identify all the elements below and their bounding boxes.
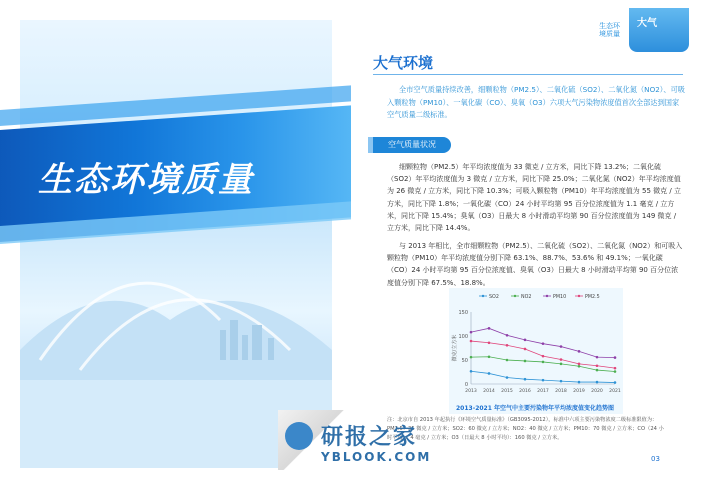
data-point	[506, 359, 509, 362]
data-point	[506, 376, 509, 379]
legend-marker	[514, 295, 516, 297]
chapter-badge	[629, 8, 689, 52]
x-tick-label: 2021	[609, 389, 621, 394]
right-page	[351, 0, 702, 477]
intro-paragraph: 全市空气质量持续改善，细颗粒物（PM2.5）、二氧化硫（SO2）、二氧化氮（NO2）、可吸入颗粒物（PM10）、一氧化碳（CO）、臭氧（O3）六项大气污染物浓度值首次全部达到国家空气质量二级标准。	[387, 85, 685, 119]
watermark-subtitle: YBLOOK.COM	[321, 450, 432, 464]
cover-title: 生态环境质量	[38, 160, 254, 200]
data-point	[578, 381, 581, 384]
data-point	[596, 364, 599, 367]
page-number: 03	[651, 455, 660, 463]
data-point	[488, 341, 491, 344]
data-point	[596, 369, 599, 372]
chapter-tab-small: 生态环境质量	[599, 22, 620, 38]
legend-label: PM2.5	[585, 295, 600, 300]
data-point	[614, 367, 617, 370]
chapter-tab	[599, 8, 689, 52]
chapter-badge-label: 大气	[637, 18, 657, 29]
y-tick-label: 50	[461, 358, 468, 364]
page-title: 大气环境	[373, 54, 434, 72]
data-point	[524, 348, 527, 351]
data-point	[524, 378, 527, 381]
data-point	[524, 339, 527, 342]
x-tick-label: 2015	[501, 389, 513, 394]
legend-label: PM10	[553, 295, 567, 300]
cover-photo	[20, 20, 332, 468]
series-line	[471, 357, 615, 372]
data-point	[560, 363, 563, 366]
data-point	[506, 344, 509, 347]
x-tick-label: 2016	[519, 389, 531, 394]
data-point	[488, 327, 491, 330]
data-point	[506, 334, 509, 337]
x-tick-label: 2014	[483, 389, 495, 394]
cityscape-illustration	[20, 20, 332, 468]
title-divider	[373, 74, 683, 75]
data-point	[614, 356, 617, 359]
data-point	[488, 372, 491, 375]
y-tick-label: 0	[464, 382, 468, 388]
data-point	[614, 370, 617, 373]
paragraph-comparison: 与 2013 年相比，全市细颗粒物（PM2.5）、二氧化硫（SO2）、二氧化氮（NO2）和可吸入颗粒物（PM10）年平均浓度值分别下降 63.1%、88.7%、53.6% 和 49.1%；一氧化碳（CO）24 小时平均第 95 百分位浓度值、臭氧（O3）日最大 8 小时滑动平均第 90 百分位浓度值分别下降 67.5%、18.8%。	[387, 242, 683, 287]
data-point	[488, 355, 491, 358]
legend-marker	[546, 295, 548, 297]
y-tick-label: 100	[458, 334, 468, 340]
data-point	[470, 356, 473, 359]
chart-panel	[449, 288, 623, 414]
data-point	[542, 342, 545, 345]
series-line	[471, 341, 615, 368]
chart-title: 2013-2021 年空气中主要污染物年平均浓度值变化趋势图	[456, 405, 614, 412]
x-tick-label: 2013	[465, 389, 477, 394]
legend-marker	[482, 295, 484, 297]
paragraph-current-year: 细颗粒物（PM2.5）年平均浓度值为 33 微克 / 立方米，同比下降 13.2%；二氧化硫（SO2）年平均浓度值为 3 微克 / 立方米，同比下降 25.0%；二氧化氮（NO2）年平均浓度值为 26 微克 / 立方米，同比下降 10.3%；可吸入颗粒物（PM10）年平均浓度值为 55 微克 / 立方米，同比下降 1.8%；一氧化碳（CO）24 小时平均第 95 百分位浓度值为 1.1 毫克 / 立方米，同比下降 15.4%；臭氧（O3）日最大 8 小时滑动平均第 90 百分位浓度值为 149 微克 / 立方米，同比下降 14.4%。	[387, 163, 681, 233]
data-point	[542, 355, 545, 358]
line-chart	[449, 288, 623, 400]
data-point	[542, 361, 545, 364]
data-point	[578, 363, 581, 366]
data-point	[596, 381, 599, 384]
legend-marker	[578, 295, 580, 297]
legend-label: SO2	[489, 295, 499, 300]
x-tick-label: 2019	[573, 389, 585, 394]
x-tick-label: 2018	[555, 389, 567, 394]
data-point	[614, 381, 617, 384]
data-point	[560, 358, 563, 361]
data-point	[578, 365, 581, 368]
data-point	[578, 350, 581, 353]
watermark-logo-icon	[285, 422, 313, 450]
data-point	[542, 379, 545, 382]
data-point	[560, 380, 563, 383]
x-tick-label: 2020	[591, 389, 603, 394]
section-tag: 空气质量状况	[373, 137, 451, 153]
data-point	[524, 360, 527, 363]
footnote: 注：北京市自 2013 年起执行《环境空气质量标准》（GB3095-2012），标准中六项主要污染物浓度二级标准限值为：PM2.5：35 微克 / 立方米；SO2：60 微克 / 立方米；NO2：40 微克 / 立方米；PM10：70 微克 / 立方米；CO（24 小时平均）：4 毫克 / 立方米；O3（日最大 8 小时平均）：160 微克 / 立方米。	[387, 417, 664, 441]
data-point	[560, 345, 563, 348]
y-axis-label: 微克/立方米	[452, 334, 458, 362]
data-point	[596, 356, 599, 359]
watermark-title: 研报之家	[321, 425, 418, 450]
watermark	[285, 420, 485, 470]
x-tick-label: 2017	[537, 389, 549, 394]
data-point	[470, 340, 473, 343]
legend-label: NO2	[521, 295, 532, 300]
data-point	[470, 370, 473, 373]
y-tick-label: 150	[458, 310, 468, 316]
data-point	[470, 331, 473, 334]
